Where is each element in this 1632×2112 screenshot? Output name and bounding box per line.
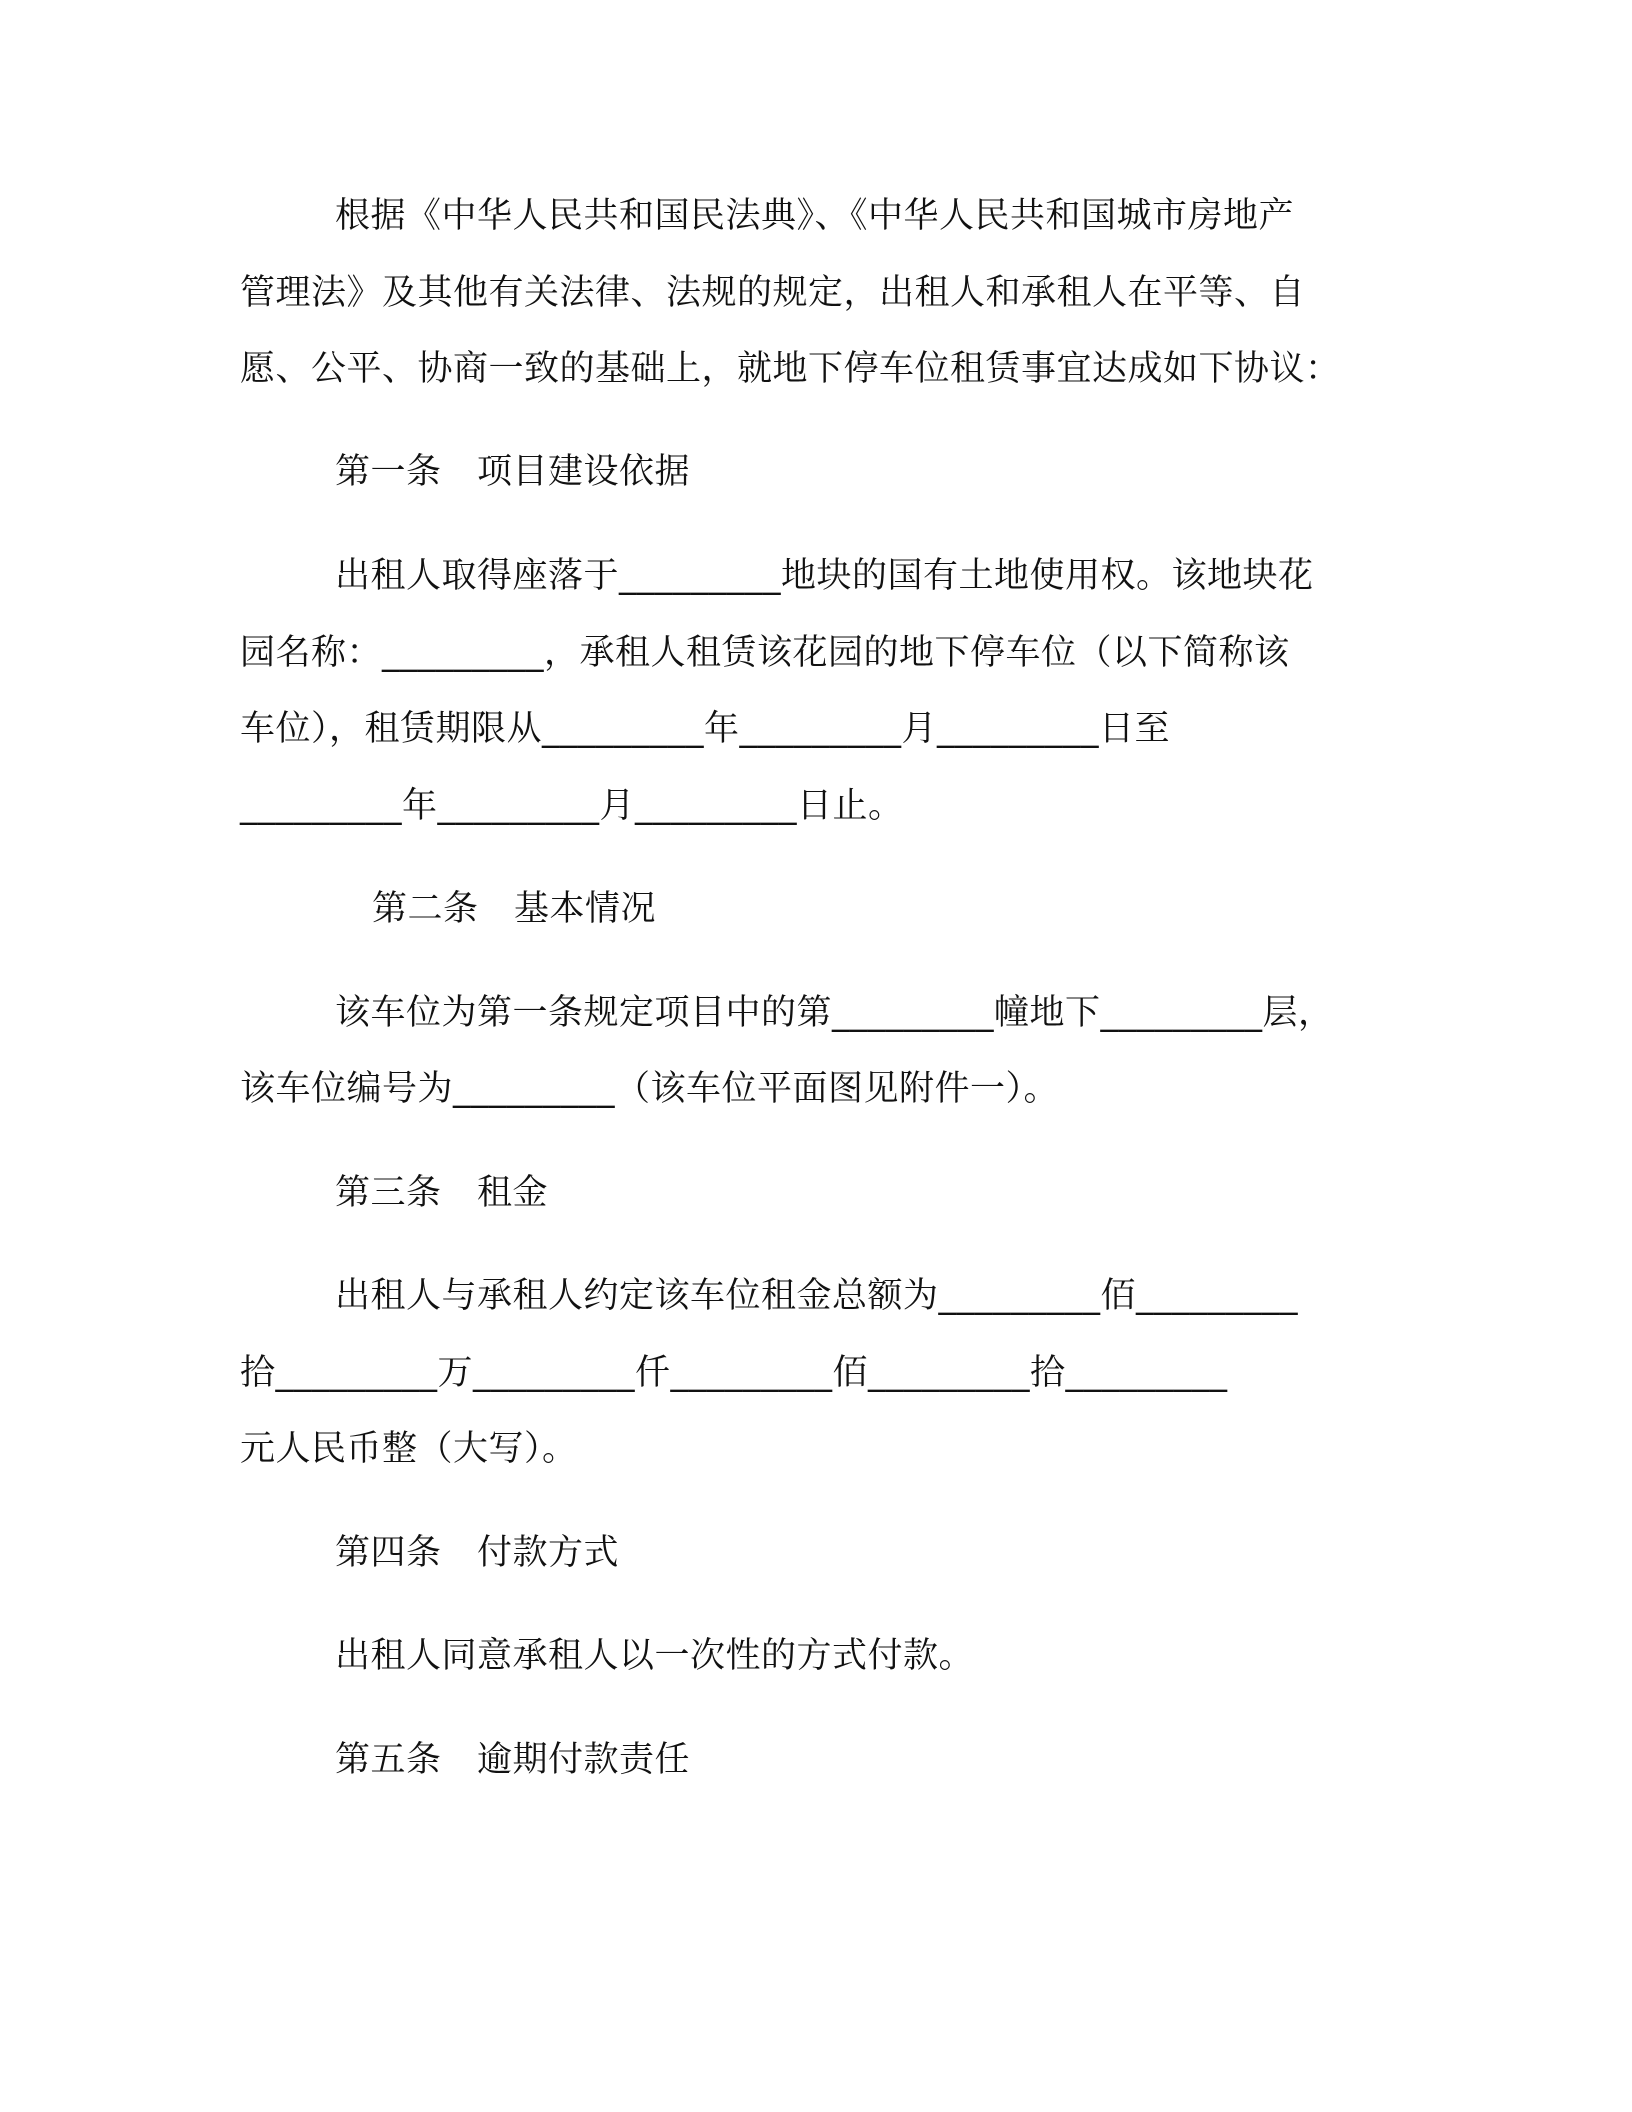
- paragraph-line: 该车位为第一条规定项目中的第_________幢地下_________层，: [335, 993, 1334, 1033]
- paragraph-line: 根据《中华人民共和国民法典》、《中华人民共和国城市房地产: [335, 196, 1295, 236]
- section-heading-5: 第五条 逾期付款责任: [335, 1740, 691, 1780]
- paragraph-line: 拾_________万_________仟_________佰_________拾_________: [240, 1353, 1228, 1393]
- paragraph-line: 该车位编号为_________（该车位平面图见附件一）。: [240, 1069, 1060, 1109]
- paragraph-line: 出租人取得座落于_________地块的国有土地使用权。该地块花: [335, 556, 1314, 596]
- section-heading-2: 第二条 基本情况: [372, 889, 657, 929]
- paragraph-line: 园名称：_________，承租人租赁该花园的地下停车位（以下简称该: [240, 633, 1290, 673]
- paragraph-line: 管理法》及其他有关法律、法规的规定，出租人和承租人在平等、自: [240, 273, 1306, 313]
- paragraph-line: 出租人与承租人约定该车位租金总额为_________佰_________: [335, 1276, 1299, 1316]
- section-heading-1: 第一条 项目建设依据: [335, 452, 691, 492]
- paragraph-line: 车位），租赁期限从_________年_________月_________日至: [240, 709, 1171, 749]
- paragraph-line: 出租人同意承租人以一次性的方式付款。: [335, 1636, 975, 1676]
- paragraph-line: _________年_________月_________日止。: [240, 786, 904, 826]
- section-heading-4: 第四条 付款方式: [335, 1533, 620, 1573]
- section-heading-3: 第三条 租金: [335, 1173, 549, 1213]
- paragraph-line: 元人民币整（大写）。: [240, 1429, 578, 1469]
- paragraph-line: 愿、公平、协商一致的基础上，就地下停车位租赁事宜达成如下协议：: [240, 349, 1341, 389]
